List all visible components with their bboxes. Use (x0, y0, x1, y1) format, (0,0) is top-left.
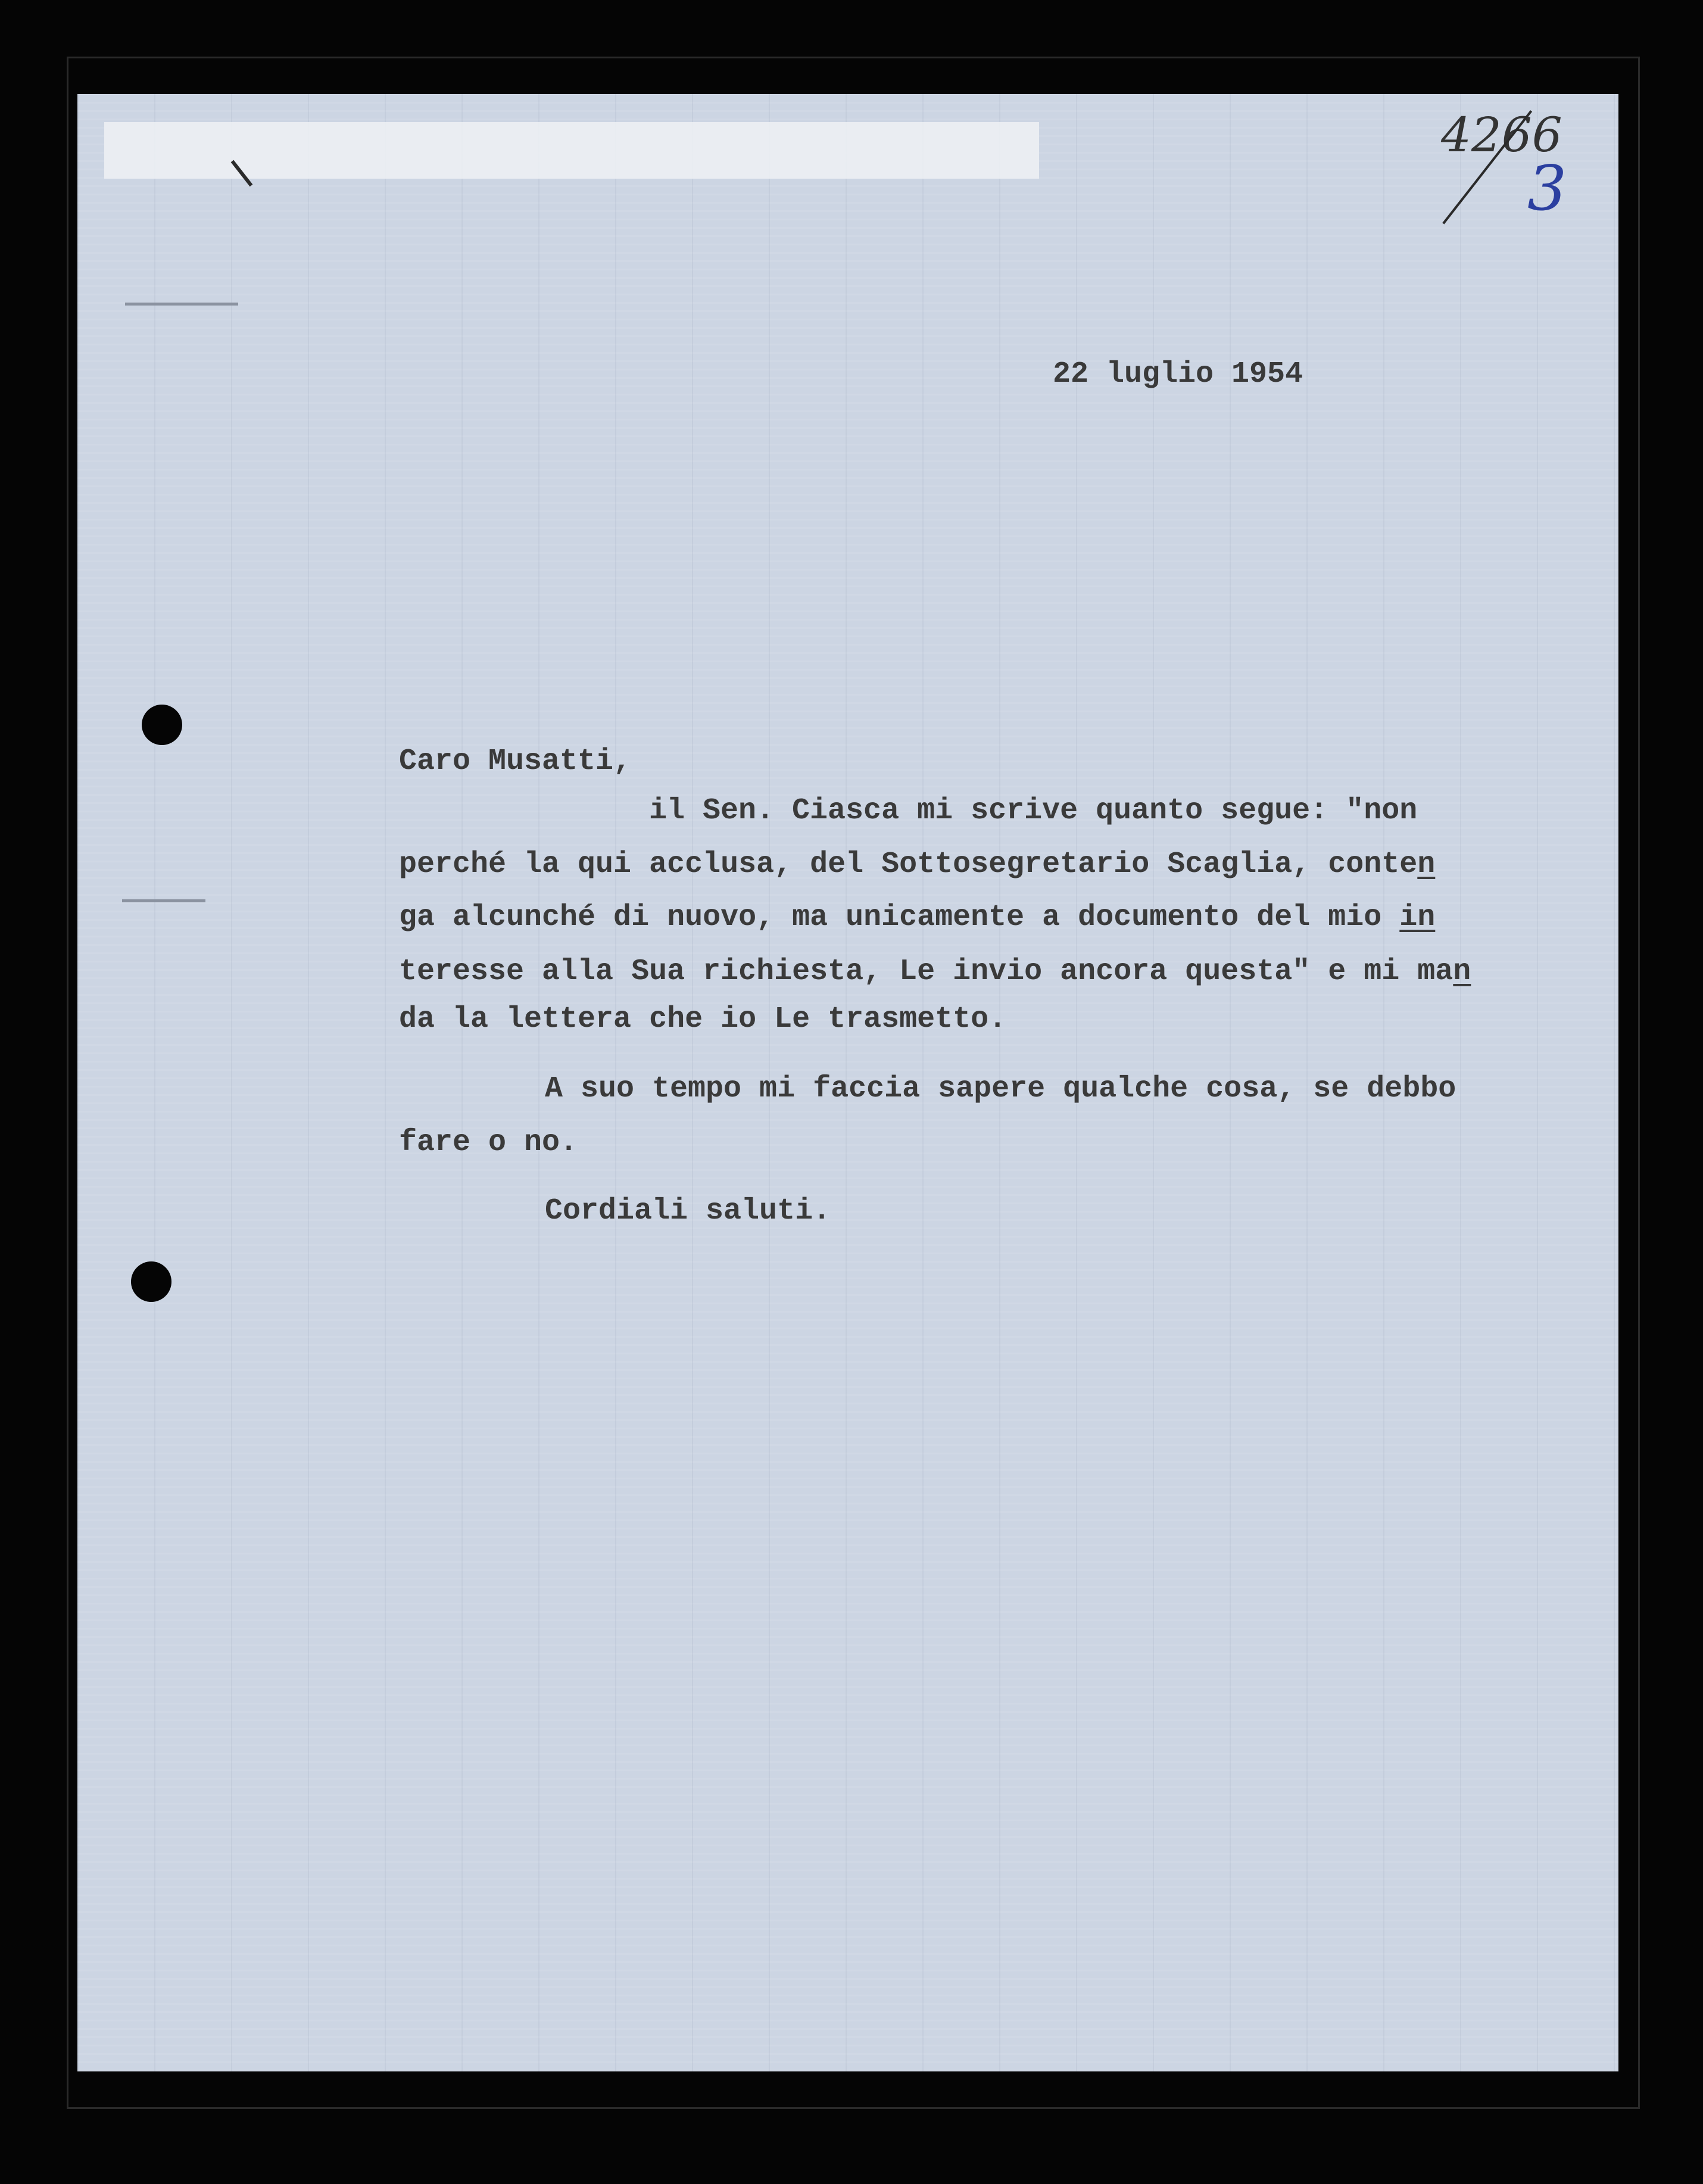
letter-date: 22 luglio 1954 (1053, 357, 1303, 391)
underlined-hyphenation: n (1453, 955, 1471, 989)
punch-hole-top (142, 705, 182, 745)
margin-mark-top (125, 303, 238, 306)
body-line-text: il Sen. Ciasca mi scrive quanto segue: "non (649, 794, 1418, 828)
body-line (399, 1002, 1006, 1036)
underlined-hyphenation: n (1417, 848, 1436, 881)
archive-page-number: 3 (1527, 152, 1567, 225)
closing: Cordiali saluti. (545, 1194, 831, 1228)
body-line (399, 901, 1435, 934)
body-line (649, 794, 1417, 828)
underlined-hyphenation: in (1399, 901, 1436, 934)
tape-strip (104, 122, 1039, 179)
archive-reference-number: 4266 (1441, 107, 1562, 163)
body-line: fare o no. (399, 1126, 578, 1160)
body-line: A suo tempo mi faccia sapere qualche cosa, se debbo (545, 1072, 1456, 1106)
body-line-text: da la lettera che io Le trasmetto. (399, 1002, 1007, 1036)
salutation: Caro Musatti, (399, 744, 632, 778)
body-line (399, 955, 1471, 989)
body-line-text: ga alcunché di nuovo, ma unicamente a documento del mio (399, 901, 1400, 934)
body-line-text: teresse alla Sua richiesta, Le invio ancora questa" e mi ma (399, 955, 1454, 989)
body-line (399, 848, 1435, 881)
body-line-text: perché la qui acclusa, del Sottosegretario Scaglia, conte (399, 848, 1418, 881)
punch-hole-bottom (131, 1261, 171, 1302)
margin-mark-middle (122, 899, 205, 902)
